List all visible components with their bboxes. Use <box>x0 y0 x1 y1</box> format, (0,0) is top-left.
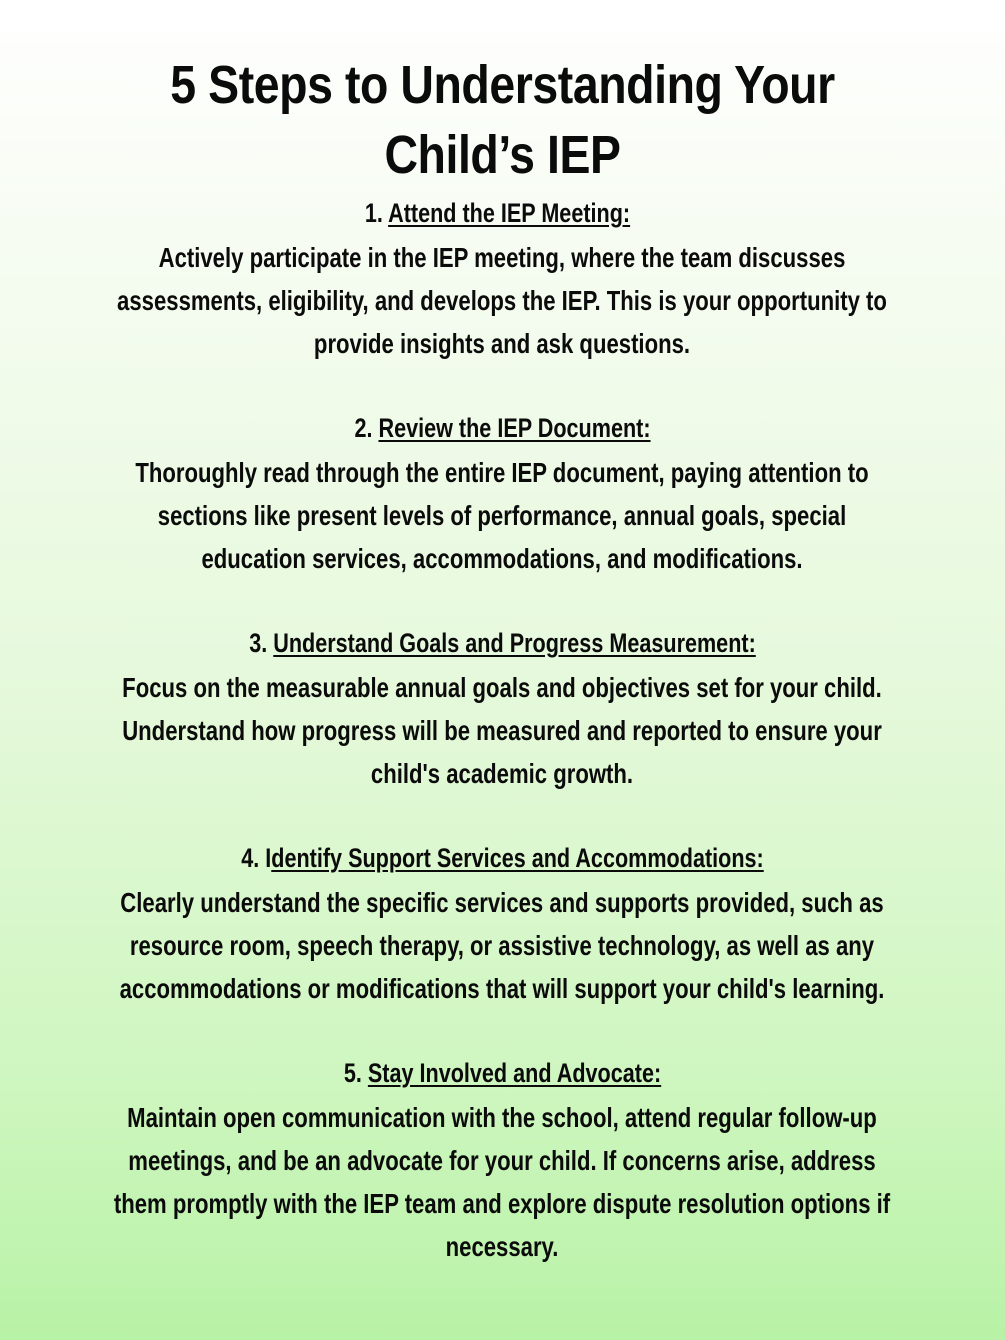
step-2-body <box>44 451 960 580</box>
step-5-body-line: them promptly with the IEP team and explore dispute resolution options if <box>113 1188 891 1219</box>
step-5-title: Stay Involved and Advocate: <box>367 1058 662 1088</box>
step-1-body-line: provide insights and ask questions. <box>313 328 691 359</box>
title-line-2: Child’s IEP <box>384 125 621 186</box>
step-2-body-line: education services, accommodations, and modifications. <box>201 543 803 574</box>
step-3-body-line: Understand how progress will be measured and reported to ensure your <box>122 715 882 746</box>
step-1-body <box>44 236 960 365</box>
step-4-body-line: accommodations or modifications that will support your child's learning. <box>119 973 885 1004</box>
step-5 <box>0 1056 1005 1268</box>
step-1-heading <box>92 196 904 230</box>
step-3-title: Understand Goals and Progress Measurement: <box>273 628 756 658</box>
step-2-body-line: Thoroughly read through the entire IEP document, paying attention to <box>135 457 869 488</box>
step-4-body <box>44 881 960 1010</box>
step-4-title: dentify Support Services and Accommodations: <box>271 843 764 873</box>
step-4-body-line: resource room, speech therapy, or assistive technology, as well as any <box>129 930 875 961</box>
step-5-number: 5. <box>343 1058 362 1088</box>
step-3-number: 3. <box>249 628 268 658</box>
step-5-body-line: necessary. <box>445 1231 559 1262</box>
step-2-title: Review the IEP Document: <box>378 413 651 443</box>
step-4-number: 4. I <box>241 843 272 873</box>
step-3-body <box>44 666 960 795</box>
title-line-1: 5 Steps to Understanding Your <box>170 55 835 116</box>
step-5-body <box>44 1096 960 1268</box>
step-3-body-line: Focus on the measurable annual goals and objectives set for your child. <box>122 672 882 703</box>
step-1-body-line: assessments, eligibility, and develops the IEP. This is your opportunity to <box>117 285 887 316</box>
step-5-body-line: Maintain open communication with the school, attend regular follow-up <box>127 1102 877 1133</box>
step-2-body-line: sections like present levels of performance, annual goals, special <box>157 500 847 531</box>
step-4-body-line: Clearly understand the specific services and supports provided, such as <box>120 887 884 918</box>
step-4-heading <box>101 841 905 875</box>
step-2-number: 2. <box>354 413 373 443</box>
step-1-title: Attend the IEP Meeting: <box>388 198 631 228</box>
step-3 <box>0 626 1005 795</box>
step-4 <box>0 841 1005 1010</box>
step-2 <box>0 411 1005 580</box>
step-3-body-line: child's academic growth. <box>370 758 634 789</box>
step-1-number: 1. <box>364 198 383 228</box>
step-2-heading <box>101 411 905 445</box>
step-1-body-line: Actively participate in the IEP meeting, where the team discusses <box>158 242 846 273</box>
step-1 <box>0 196 1005 365</box>
page-title <box>70 50 934 190</box>
step-5-body-line: meetings, and be an advocate for your child. If concerns arise, address <box>128 1145 876 1176</box>
step-3-heading <box>101 626 905 660</box>
step-5-heading <box>101 1056 905 1090</box>
